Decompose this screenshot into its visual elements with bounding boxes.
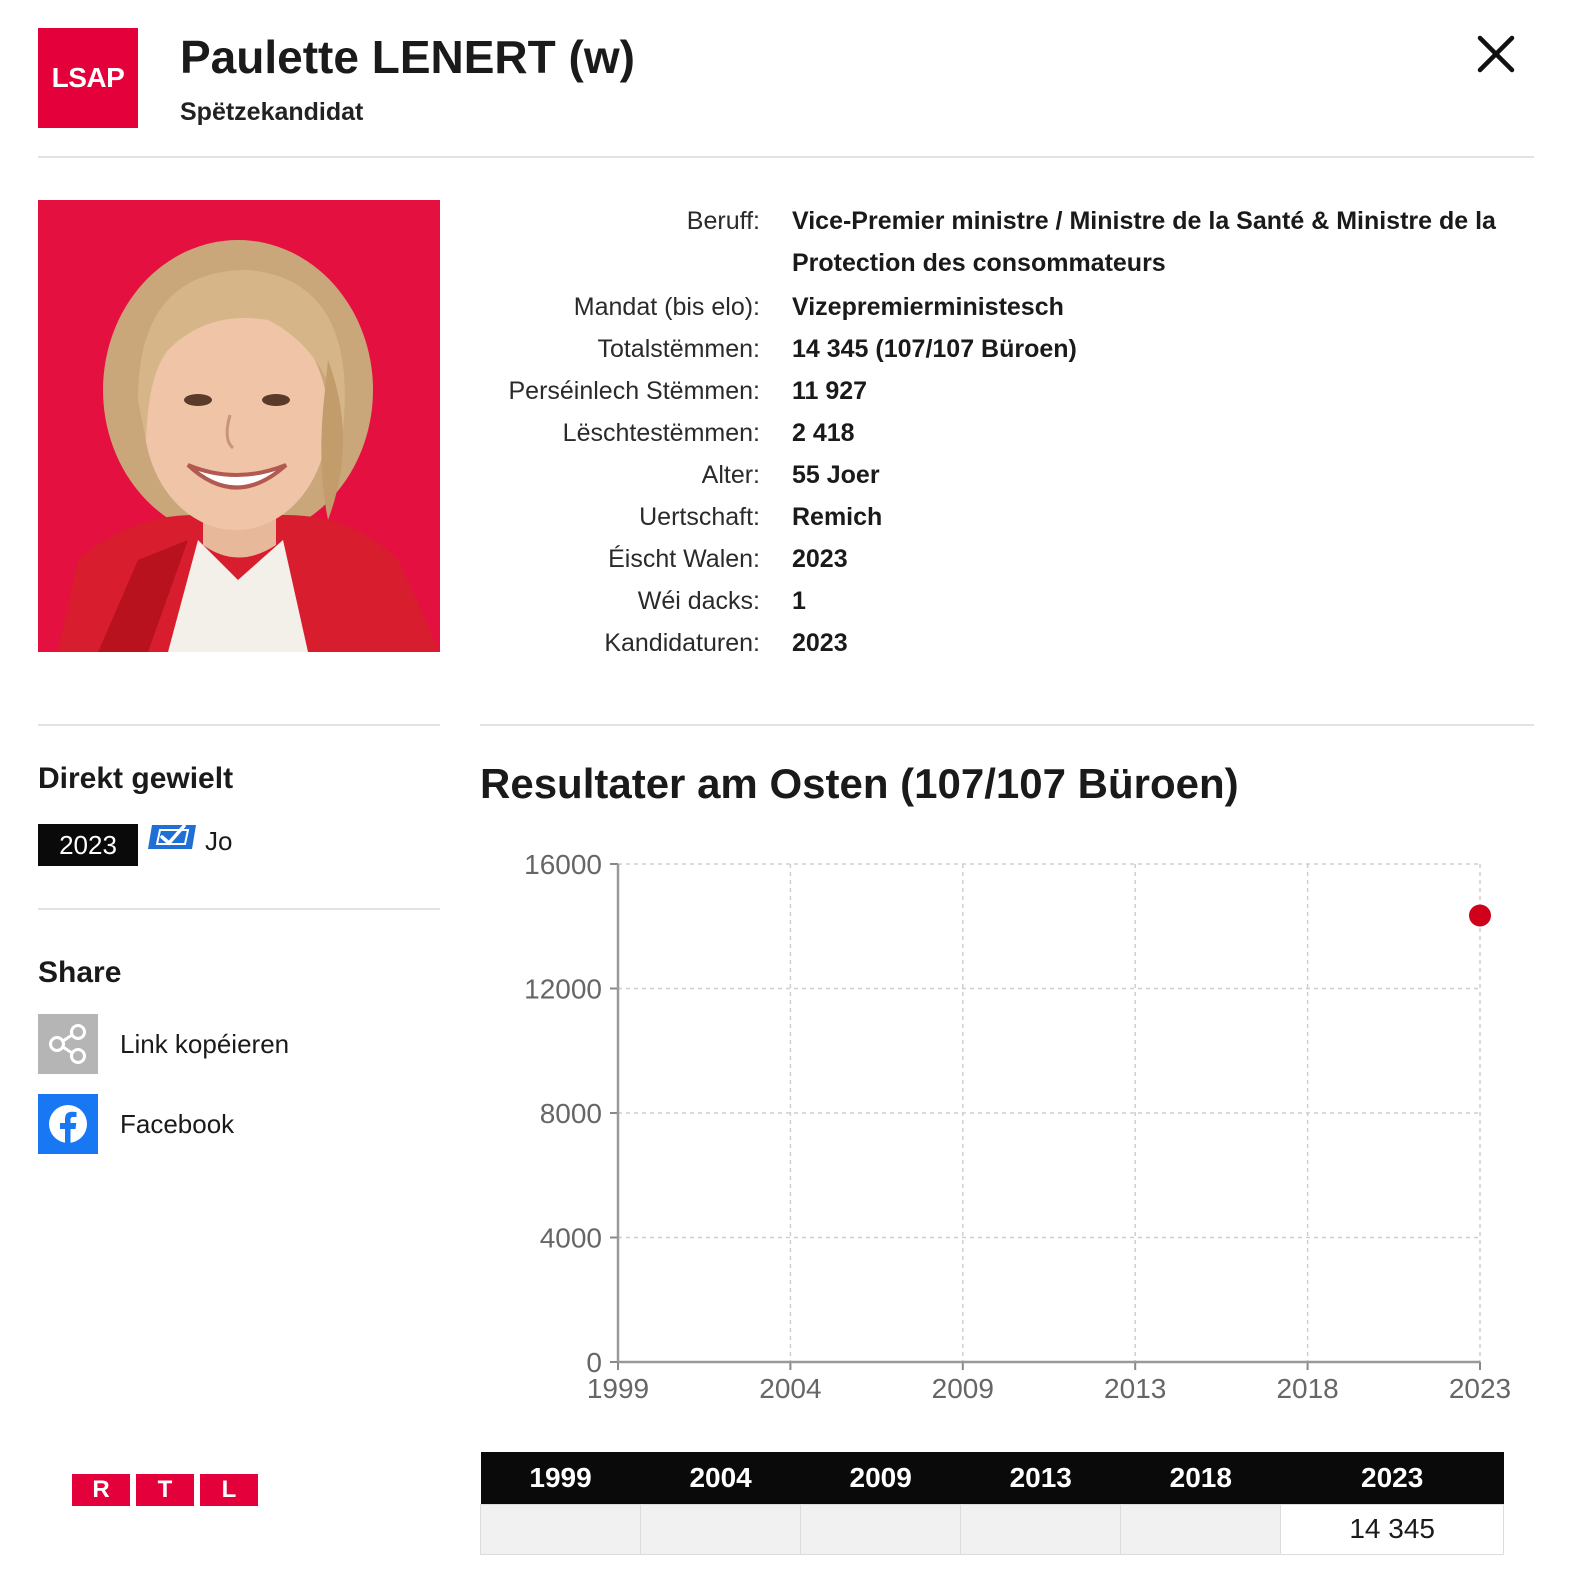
- copy-link-button[interactable]: [38, 1014, 289, 1074]
- table-header-cell: 2004: [641, 1452, 801, 1504]
- x-tick-label: 2013: [1104, 1373, 1167, 1404]
- chart-title: Resultater am Osten (107/107 Büroen): [480, 760, 1239, 807]
- table-cell: 14 345: [1281, 1504, 1504, 1554]
- info-label: Beruff:: [686, 207, 760, 235]
- info-label: Lëschtestëmmen:: [562, 419, 760, 447]
- info-row-wei-dacks: [480, 580, 1534, 622]
- table-header-cell: 2018: [1121, 1452, 1281, 1504]
- share-icon: [38, 1014, 98, 1074]
- divider: [38, 724, 440, 726]
- info-value: 11 927: [792, 377, 868, 405]
- info-label: Éischt Walen:: [608, 545, 760, 573]
- info-row-mandat: [480, 286, 1534, 328]
- rtl-logo-letter: T: [136, 1474, 194, 1506]
- info-label: Perséinlech Stëmmen:: [508, 377, 760, 405]
- table-cell: [961, 1504, 1121, 1554]
- info-row-totalstemmen: [480, 328, 1534, 370]
- candidate-photo: [38, 200, 440, 652]
- info-label: Alter:: [701, 461, 760, 489]
- info-label: Wéi dacks:: [637, 587, 760, 615]
- table-row: [481, 1504, 1504, 1554]
- rtl-logo-letter: L: [200, 1474, 258, 1506]
- candidate-header: [38, 28, 1534, 158]
- info-value: 14 345 (107/107 Büroen): [792, 335, 1077, 363]
- divider: [38, 908, 440, 910]
- info-row-beruff: [480, 200, 1534, 284]
- table-header-row: [481, 1452, 1504, 1504]
- rtl-logo-letter: R: [72, 1474, 130, 1506]
- info-label: Totalstëmmen:: [597, 335, 760, 363]
- info-label: Kandidaturen:: [604, 629, 760, 657]
- y-tick-label: 0: [586, 1347, 602, 1378]
- info-value: 2023: [792, 629, 848, 657]
- info-value: Remich: [792, 503, 883, 531]
- info-row-kandidaturen: [480, 622, 1534, 664]
- info-label: Mandat (bis elo):: [573, 293, 760, 321]
- party-logo: [38, 28, 138, 128]
- info-value: 2023: [792, 545, 848, 573]
- direkt-value: Jo: [205, 826, 233, 856]
- year-badge: 2023: [38, 824, 138, 866]
- close-button[interactable]: [1476, 34, 1516, 74]
- table-header-cell: 1999: [481, 1452, 641, 1504]
- info-row-alter: [480, 454, 1534, 496]
- table-header-cell: 2009: [801, 1452, 961, 1504]
- table-cell: [1121, 1504, 1281, 1554]
- table-header-cell: 2023: [1281, 1452, 1504, 1504]
- x-tick-label: 2009: [931, 1373, 994, 1404]
- info-value: Vice-Premier ministre / Ministre de la Santé & Ministre de la Protection des consommateurs: [792, 207, 1496, 277]
- divider: [480, 724, 1534, 726]
- results-chart: [480, 850, 1534, 1410]
- candidate-role: Spëtzekandidat: [180, 98, 364, 126]
- x-tick-label: 2023: [1448, 1373, 1512, 1404]
- info-row-uertschaft: [480, 496, 1534, 538]
- x-tick-label: 2004: [759, 1373, 822, 1404]
- close-icon: [1476, 34, 1516, 74]
- info-row-perseinlech: [480, 370, 1534, 412]
- info-label: Uertschaft:: [639, 503, 760, 531]
- x-tick-label: 1999: [586, 1373, 650, 1404]
- info-row-leschtestemmen: [480, 412, 1534, 454]
- info-value: 2 418: [792, 419, 855, 447]
- y-tick-label: 4000: [539, 1222, 602, 1254]
- table-cell: [481, 1504, 641, 1554]
- table-cell: [801, 1504, 961, 1554]
- data-point: [1469, 905, 1491, 927]
- info-row-eischt-walen: [480, 538, 1534, 580]
- info-value: 55 Joer: [792, 461, 880, 489]
- checked-ballot-icon: [148, 822, 200, 852]
- candidate-info: [480, 200, 1534, 664]
- y-tick-label: 8000: [539, 1098, 602, 1129]
- y-tick-label: 12000: [524, 973, 602, 1005]
- info-value: 1: [792, 587, 806, 615]
- facebook-label: Facebook: [120, 1108, 235, 1139]
- candidate-name: Paulette LENERT (w): [180, 31, 635, 83]
- direkt-title: Direkt gewielt: [38, 762, 234, 795]
- facebook-share-button[interactable]: [38, 1094, 234, 1154]
- results-table: [480, 1452, 1504, 1555]
- table-cell: [641, 1504, 801, 1554]
- share-title: Share: [38, 956, 122, 989]
- party-logo-text: LSAP: [51, 62, 125, 93]
- info-value: Vizepremierministesch: [792, 293, 1064, 321]
- rtl-logo[interactable]: [72, 1474, 258, 1506]
- table-header-cell: 2013: [961, 1452, 1121, 1504]
- facebook-icon: [38, 1094, 98, 1154]
- copy-link-label: Link kopéieren: [120, 1028, 290, 1059]
- x-tick-label: 2018: [1276, 1373, 1339, 1404]
- y-tick-label: 16000: [524, 850, 602, 880]
